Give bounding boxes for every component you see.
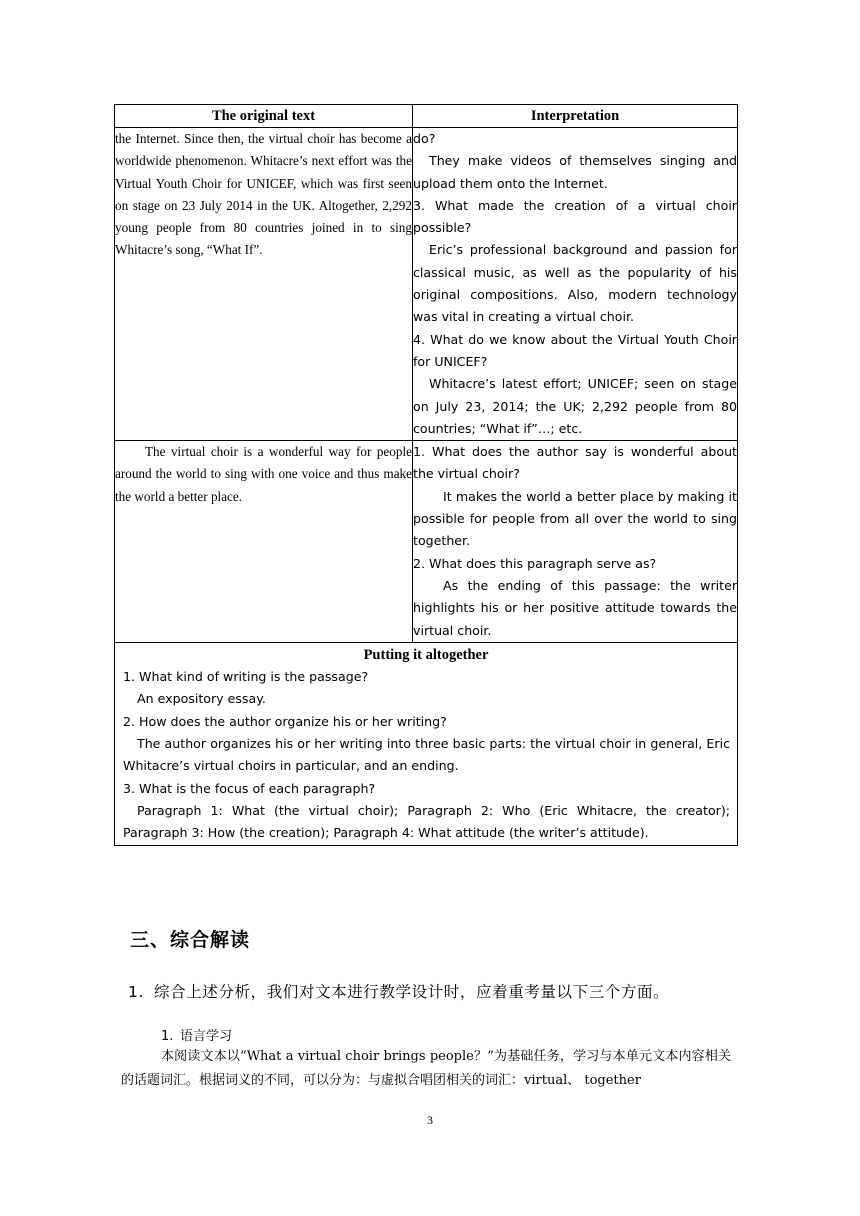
altogether-title: Putting it altogether: [363, 646, 489, 663]
header-interpretation: Interpretation: [413, 105, 738, 128]
sub-heading: [161, 1025, 232, 1044]
interp-answer: It makes the world a better place by making it possible for people from all over the world to sing together.: [413, 488, 737, 549]
interp-question: 1. What does the author say is wonderful about the virtual choir?: [413, 444, 737, 482]
analysis-table: [114, 104, 738, 846]
sub-heading-number: 1.: [161, 1029, 174, 1044]
interp-question: 3. What made the creation of a virtual choir possible?: [413, 197, 737, 236]
table-row: [115, 642, 738, 845]
original-text-cell: [115, 128, 413, 441]
interp-answer: Whitacre’s latest effort; UNICEF; seen on stage on July 23, 2014; the UK; 2,292 people from 80 countries; “What if”…; etc.: [413, 376, 737, 436]
altogether-question: 3. What is the focus of each paragraph?: [123, 780, 376, 796]
original-text: The virtual choir is a wonderful way for people around the world to sing with one voice and thus make the world a better place.: [115, 444, 412, 504]
original-text-cell: [115, 441, 413, 643]
altogether-answer: Paragraph 1: What (the virtual choir); Paragraph 2: Who (Eric Whitacre, the creator); Paragraph 3: How (the creation); Paragraph 4: What attitude (the writer’s attitude).: [123, 802, 730, 841]
table-row: [115, 128, 738, 441]
interp-question: 2. What does this paragraph serve as?: [413, 555, 657, 571]
sub-heading-title: 语言学习: [180, 1029, 233, 1044]
header-original-text: The original text: [115, 105, 413, 128]
interp-line: do?: [413, 131, 436, 146]
numbered-item: [128, 980, 768, 1002]
altogether-answer: The author organizes his or her writing into three basic parts: the virtual choir in general, Eric Whitacre’s virtual choirs in particular, and an ending.: [123, 736, 730, 774]
body-paragraph: 本阅读文本以“What a virtual choir brings people？”为基础任务，学习与本单元文本内容相关的话题词汇。根据词义的不同，可以分为：与虚拟合唱团相关的词汇：virtual、 together: [121, 1049, 731, 1088]
altogether-question: 2. How does the author organize his or her writing?: [123, 713, 447, 729]
interpretation-cell: [413, 441, 738, 643]
item-text: 综合上述分析，我们对文本进行教学设计时，应着重考量以下三个方面。: [154, 983, 670, 1001]
table-row: [115, 441, 738, 643]
altogether-question: 1. What kind of writing is the passage?: [123, 669, 369, 685]
interp-answer: Eric’s professional background and passion for classical music, as well as the popularity of his original compositions. Also, modern technology was vital in creating a virtual choir.: [413, 242, 737, 325]
page-number: 3: [427, 1113, 433, 1127]
table-header-row: [115, 105, 738, 128]
original-text: the Internet. Since then, the virtual choir has become a worldwide phenomenon. Whitacre’s next effort was the Virtual Youth Choir for UNICEF, which was first seen on stage on 23 July 2014 in the UK. Altogether, 2,292 young people from 80 countries joined in to sing Whitacre’s song, “What If”.: [115, 131, 412, 258]
interp-question: 4. What do we know about the Virtual Youth Choir for UNICEF?: [413, 331, 737, 369]
interp-answer: They make videos of themselves singing and upload them onto the Internet.: [413, 153, 737, 191]
item-number: 1.: [128, 983, 144, 1001]
interp-answer: As the ending of this passage: the writer highlights his or her positive attitude towards the virtual choir.: [413, 577, 737, 638]
altogether-answer: An expository essay.: [137, 691, 266, 707]
altogether-cell: [115, 642, 738, 845]
interpretation-cell: [413, 128, 738, 441]
section-heading: 三、综合解读: [130, 929, 251, 951]
